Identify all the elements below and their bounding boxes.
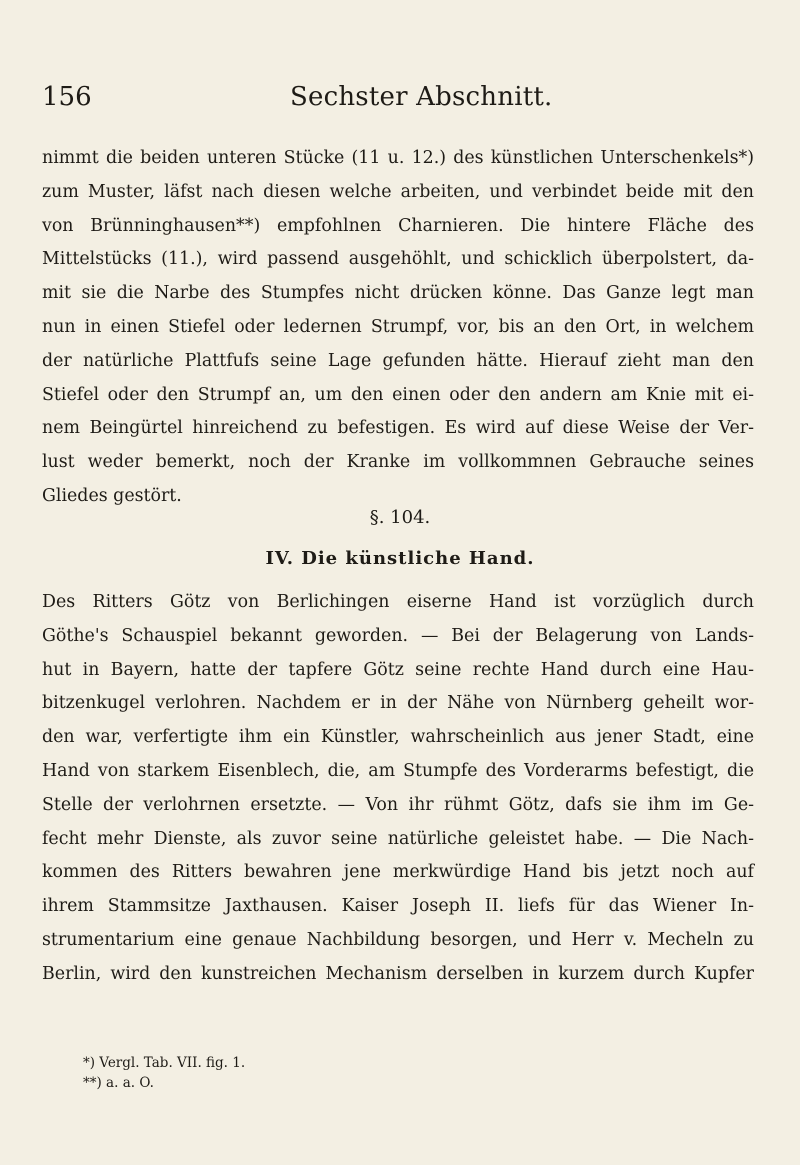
- text-line: nun in einen Stiefel oder ledernen Strumpf, vor, bis an den Ort, in welchem: [42, 316, 754, 337]
- text-line: hut in Bayern, hatte der tapfere Götz seine rechte Hand durch eine Hau-: [42, 659, 754, 680]
- text-line: Stiefel oder den Strumpf an, um den einen oder den andern am Knie mit ei-: [42, 384, 754, 405]
- text-line: zum Muster, läfst nach diesen welche arbeiten, und verbindet beide mit den: [42, 181, 754, 202]
- paragraph-1: [42, 142, 754, 514]
- section-number: §. 104.: [369, 507, 431, 528]
- text-line: Hand von starkem Eisenblech, die, am Stumpfe des Vorderarms befestigt, die: [42, 760, 754, 781]
- text-line: Stelle der verlohrnen ersetzte. — Von ihr rühmt Götz, dafs sie ihm im Ge-: [42, 794, 754, 815]
- section-title: IV. Die künstliche Hand.: [265, 548, 535, 569]
- text-line: bitzenkugel verlohren. Nachdem er in der Nähe von Nürnberg geheilt wor-: [42, 693, 754, 714]
- text-line: Göthe's Schauspiel bekannt geworden. — Bei der Belagerung von Lands-: [42, 625, 754, 646]
- text-line: fecht mehr Dienste, als zuvor seine natürliche geleistet habe. — Die Nach-: [42, 828, 754, 849]
- footnotes: [83, 1053, 683, 1093]
- text-line: Mittelstücks (11.), wird passend ausgehöhlt, und schicklich überpolstert, da-: [42, 249, 754, 270]
- text-line: von Brünninghausen**) empfohlnen Charnieren. Die hintere Fläche des: [42, 215, 754, 236]
- text-line: den war, verfertigte ihm ein Künstler, wahrscheinlich aus jener Stadt, eine: [42, 727, 754, 748]
- page-number: 156: [42, 82, 92, 112]
- text-line: der natürliche Plattfufs seine Lage gefunden hätte. Hierauf zieht man den: [42, 350, 754, 371]
- text-line: Des Ritters Götz von Berlichingen eiserne Hand ist vorzüglich durch: [42, 592, 754, 612]
- text-line: nem Beingürtel hinreichend zu befestigen. Es wird auf diese Weise der Ver-: [42, 418, 754, 439]
- running-title: Sechster Abschnitt.: [290, 82, 553, 112]
- text-line: nimmt die beiden unteren Stücke (11 u. 12.) des künstlichen Unterschenkels*): [42, 148, 754, 168]
- text-line: Berlin, wird den kunstreichen Mechanism derselben in kurzem durch Kupfer: [42, 963, 754, 984]
- text-line: Gliedes gestört.: [42, 485, 182, 506]
- text-line: strumentarium eine genaue Nachbildung besorgen, und Herr v. Mecheln zu: [42, 929, 754, 950]
- footnote: **) a. a. O.: [83, 1075, 154, 1091]
- paragraph-2: [42, 586, 754, 992]
- text-line: mit sie die Narbe des Stumpfes nicht drücken könne. Das Ganze legt man: [42, 283, 754, 304]
- footnote: *) Vergl. Tab. VII. fig. 1.: [83, 1055, 246, 1071]
- text-line: kommen des Ritters bewahren jene merkwürdige Hand bis jetzt noch auf: [42, 862, 754, 883]
- text-line: lust weder bemerkt, noch der Kranke im vollkommnen Gebrauche seines: [42, 452, 754, 473]
- text-line: ihrem Stammsitze Jaxthausen. Kaiser Joseph II. liefs für das Wiener In-: [42, 896, 754, 917]
- page-header: [42, 82, 750, 122]
